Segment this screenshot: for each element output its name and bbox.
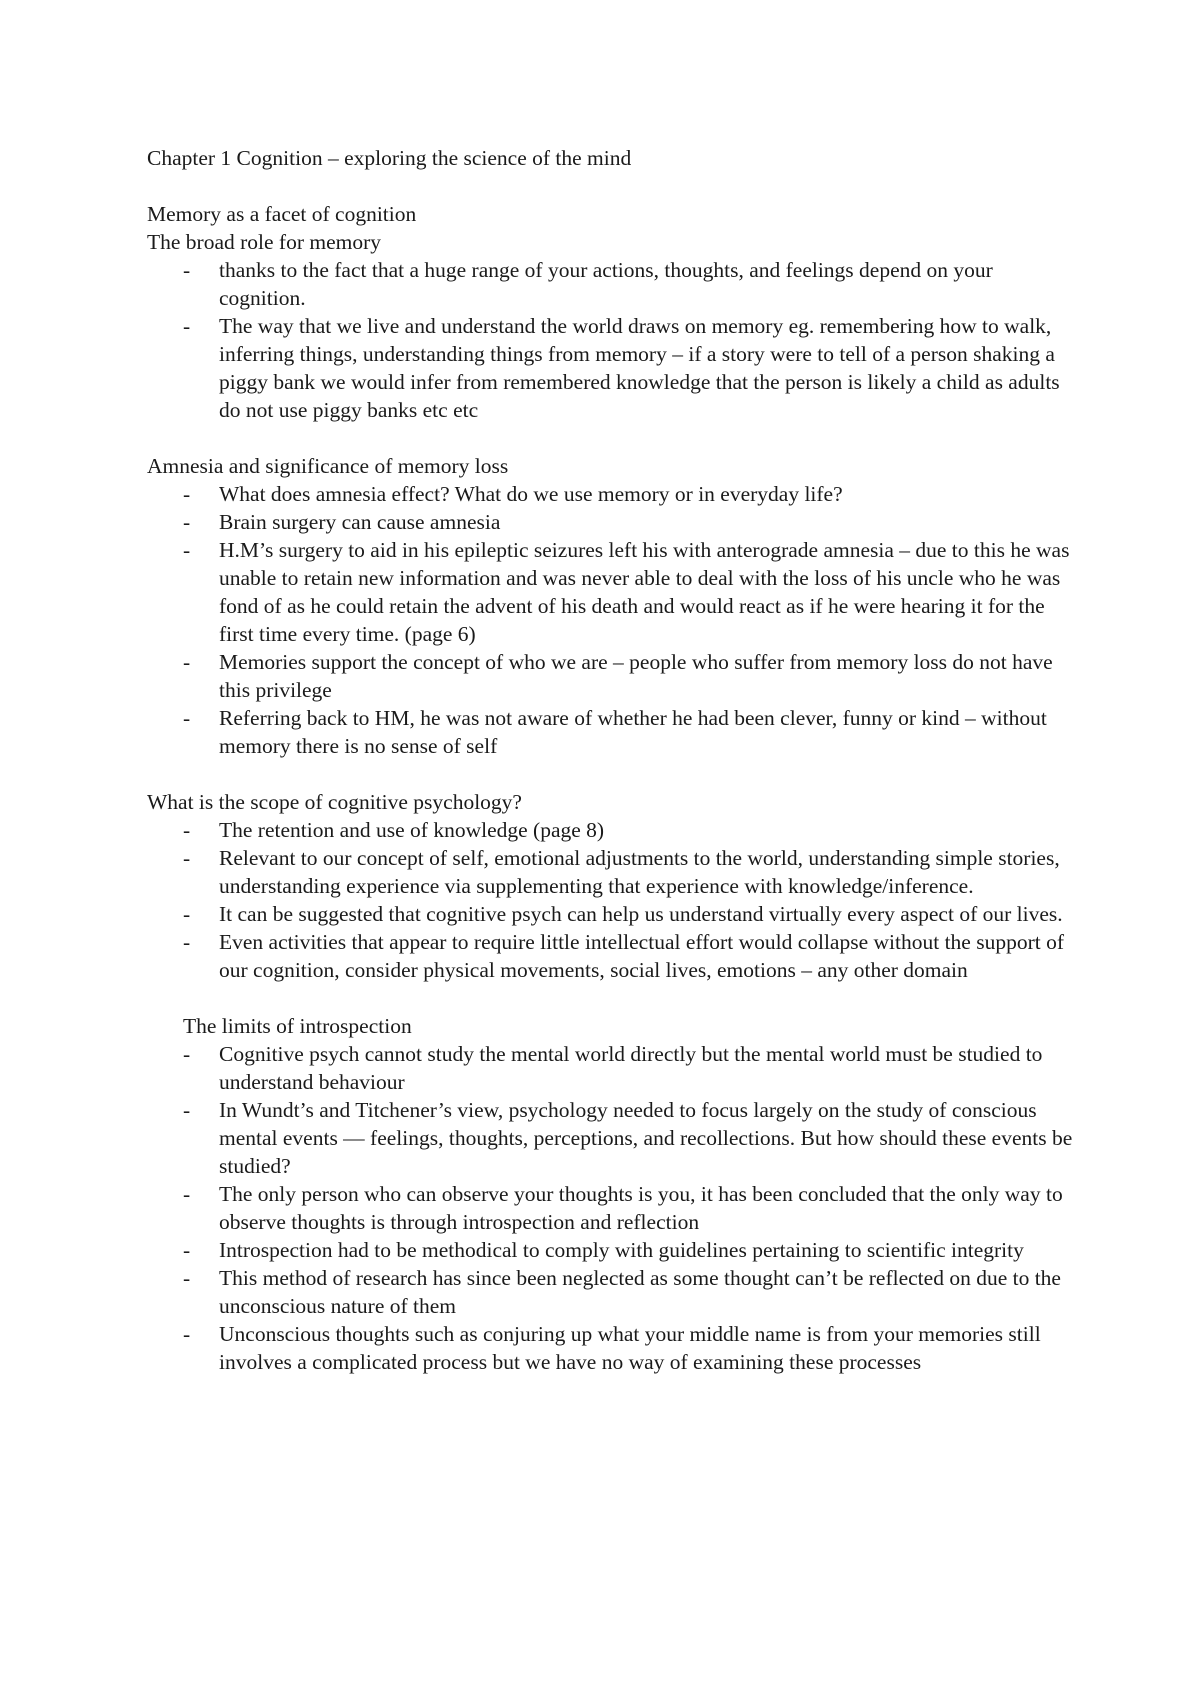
dash-marker: -: [183, 482, 191, 506]
spacer: [147, 424, 1077, 452]
list-item-text: The way that we live and understand the world draws on memory eg. remembering how to walk, inferring things, understanding things from memory – if a story were to tell of a person shaking a piggy bank we would infer from remembered knowledge that the person is likely a child as adults do not use piggy banks etc etc: [219, 314, 1060, 422]
dash-marker: -: [183, 846, 191, 870]
list-item: [147, 844, 1077, 900]
list-item-text: Introspection had to be methodical to comply with guidelines pertaining to scientific integrity: [219, 1238, 1024, 1262]
list-item-text: Referring back to HM, he was not aware of whether he had been clever, funny or kind – without memory there is no sense of self: [219, 706, 1047, 758]
dash-marker: -: [183, 818, 191, 842]
section-memory-facet: [147, 200, 1077, 424]
list-item: [147, 1180, 1077, 1236]
spacer: [147, 984, 1077, 1012]
section-heading: What is the scope of cognitive psychology?: [147, 790, 522, 814]
dash-marker: -: [183, 510, 191, 534]
list-item: [147, 312, 1077, 424]
list-item-text: What does amnesia effect? What do we use memory or in everyday life?: [219, 482, 843, 506]
list-item: [147, 928, 1077, 984]
dash-marker: -: [183, 1322, 191, 1346]
list-item-text: It can be suggested that cognitive psych can help us understand virtually every aspect of our lives.: [219, 902, 1063, 926]
list-item: [147, 1040, 1077, 1096]
list-item: [147, 536, 1077, 648]
list-item-text: Cognitive psych cannot study the mental world directly but the mental world must be studied to understand behaviour: [219, 1042, 1043, 1094]
list-item: [147, 1236, 1077, 1264]
list-item: [147, 1096, 1077, 1180]
section-amnesia: [147, 452, 1077, 760]
bullet-list: [147, 480, 1077, 760]
dash-marker: -: [183, 1098, 191, 1122]
list-item: [147, 256, 1077, 312]
document-title: Chapter 1 Cognition – exploring the science of the mind: [147, 146, 632, 170]
section-heading: Memory as a facet of cognition: [147, 202, 417, 226]
dash-marker: -: [183, 1238, 191, 1262]
bullet-list: [147, 256, 1077, 424]
list-item-text: Relevant to our concept of self, emotional adjustments to the world, understanding simple stories, understanding experience via supplementing that experience with knowledge/inference.: [219, 846, 1060, 898]
dash-marker: -: [183, 258, 191, 282]
dash-marker: -: [183, 314, 191, 338]
dash-marker: -: [183, 930, 191, 954]
list-item-text: The only person who can observe your thoughts is you, it has been concluded that the only way to observe thoughts is through introspection and reflection: [219, 1182, 1063, 1234]
list-item: [147, 1320, 1077, 1376]
dash-marker: -: [183, 1042, 191, 1066]
spacer: [147, 760, 1077, 788]
list-item: [147, 1264, 1077, 1320]
list-item: [147, 816, 1077, 844]
dash-marker: -: [183, 1266, 191, 1290]
section-heading: The limits of introspection: [183, 1014, 412, 1038]
dash-marker: -: [183, 1182, 191, 1206]
section-scope: [147, 788, 1077, 984]
bullet-list: [147, 816, 1077, 984]
list-item-text: This method of research has since been neglected as some thought can’t be reflected on due to the unconscious nature of them: [219, 1266, 1061, 1318]
dash-marker: -: [183, 706, 191, 730]
section-subheading: The broad role for memory: [147, 230, 382, 254]
list-item: [147, 900, 1077, 928]
list-item-text: thanks to the fact that a huge range of your actions, thoughts, and feelings depend on your cognition.: [219, 258, 993, 310]
list-item: [147, 480, 1077, 508]
section-introspection: [147, 1012, 1077, 1376]
list-item-text: Memories support the concept of who we are – people who suffer from memory loss do not have this privilege: [219, 650, 1053, 702]
list-item-text: The retention and use of knowledge (page 8): [219, 818, 605, 842]
bullet-list: [147, 1040, 1077, 1376]
list-item-text: H.M’s surgery to aid in his epileptic seizures left his with anterograde amnesia – due to this he was unable to retain new information and was never able to deal with the loss of his uncle who he was fond of as he could retain the advent of his death and would react as if he were hearing it for the first time every time. (page 6): [219, 538, 1070, 646]
document-page: [147, 144, 1077, 1376]
dash-marker: -: [183, 902, 191, 926]
list-item-text: In Wundt’s and Titchener’s view, psychology needed to focus largely on the study of conscious mental events — feelings, thoughts, perceptions, and recollections. But how should these events be studied?: [219, 1098, 1073, 1178]
list-item: [147, 508, 1077, 536]
list-item: [147, 704, 1077, 760]
list-item-text: Even activities that appear to require little intellectual effort would collapse without the support of our cognition, consider physical movements, social lives, emotions – any other domain: [219, 930, 1065, 982]
dash-marker: -: [183, 650, 191, 674]
list-item-text: Unconscious thoughts such as conjuring up what your middle name is from your memories still involves a complicated process but we have no way of examining these processes: [219, 1322, 1041, 1374]
list-item-text: Brain surgery can cause amnesia: [219, 510, 501, 534]
section-heading: Amnesia and significance of memory loss: [147, 454, 509, 478]
list-item: [147, 648, 1077, 704]
dash-marker: -: [183, 538, 191, 562]
